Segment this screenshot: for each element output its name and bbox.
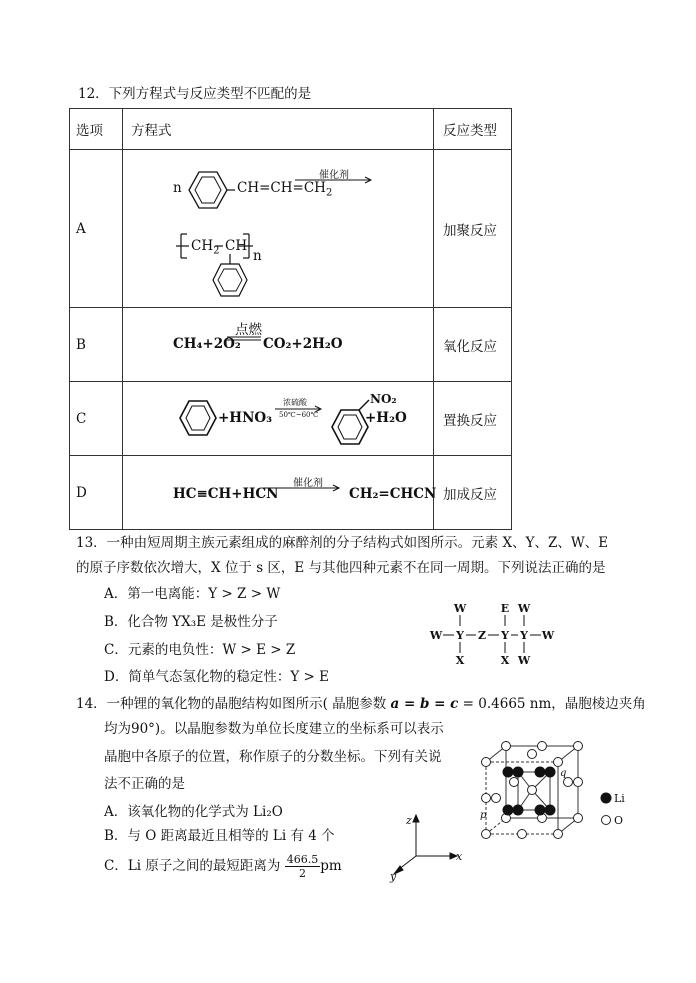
atom-bot-1: X <box>455 654 465 667</box>
atom-mid-2: Y <box>456 629 464 642</box>
q13-stem-1: 13．一种由短周期主族元素组成的麻醉剂的分子结构式如图所示。元素 X、Y、Z、W、E <box>76 535 609 551</box>
eq-c-no2: NO₂ <box>370 392 397 406</box>
equation-c <box>123 382 425 455</box>
molecule-structure <box>426 598 566 670</box>
q14-stem-1: 14．一种锂的氧化物的晶胞结构如图所示( 晶胞参数 a = b = c = 0.4665 nm，晶胞棱边夹角 <box>76 696 646 712</box>
row-c-type: 置换反应 <box>434 382 512 456</box>
q12-title: 12．下列方程式与反应类型不匹配的是 <box>78 86 312 102</box>
atom-top-3: W <box>517 602 531 615</box>
eq-c-water: +H₂O <box>365 410 407 426</box>
atom-mid-3: Z <box>477 629 487 642</box>
eq-a-n: n <box>173 180 182 196</box>
arrow-icon <box>263 484 343 492</box>
axis-z: z <box>406 814 412 827</box>
eq-a-ch2: $CH_2$ <box>191 238 220 257</box>
q14-option-b: B．与 O 距离最近且相等的 Li 有 4 个 <box>104 828 335 844</box>
eq-b-condition: 点燃 <box>235 322 262 338</box>
q13-option-c: C．元素的电负性：W > E > Z <box>104 642 296 658</box>
eq-a-vinyl: $CH=CH=CH_2$ <box>237 180 333 199</box>
q14-stem-3: 晶胞中各原子的位置，称作原子的分数坐标。下列有关说 <box>104 749 442 765</box>
q13-stem-2: 的原子序数依次增大，X 位于 s 区，E 与其他四种元素不在同一周期。下列说法正确的是 <box>76 560 606 576</box>
q13-option-b: B．化合物 YX₃E 是极性分子 <box>104 614 278 630</box>
benzene-icon <box>177 398 219 438</box>
row-a-label: A <box>70 150 123 308</box>
q14-option-a: A．该氧化物的化学式为 Li₂O <box>104 804 283 820</box>
eq-d-catalyst: 催化剂 <box>293 478 323 489</box>
eq-a-catalyst: 催化剂 <box>319 170 349 181</box>
arrow-icon <box>295 176 375 184</box>
reaction-table <box>69 108 512 530</box>
q13-option-d: D．简单气态氢化物的稳定性：Y > E <box>104 669 329 685</box>
axis-y: y <box>390 870 397 883</box>
row-c-label: C <box>70 382 123 456</box>
eq-b-right: CO₂+2H₂O <box>263 336 343 352</box>
table-row <box>70 150 512 308</box>
q14-stem-2: 均为90°)。以晶胞参数为单位长度建立的坐标系可以表示 <box>104 721 444 737</box>
q14-option-c: C．Li 原子之间的最短距离为 $\frac{466.5}{2}$ pm <box>104 853 342 880</box>
q13-option-a: A．第一电离能：Y > Z > W <box>104 586 281 602</box>
eq-c-cond2: 50℃~60℃ <box>279 411 319 419</box>
row-b-type: 氧化反应 <box>434 308 512 382</box>
q14-stem-4: 法不正确的是 <box>104 776 185 792</box>
equation-a <box>123 150 425 307</box>
label-p: p <box>480 810 487 821</box>
legend-li: Li <box>614 792 625 805</box>
row-d-label: D <box>70 456 123 530</box>
atom-bot-3: W <box>517 654 531 667</box>
label-q: q <box>560 768 567 779</box>
legend-o: O <box>614 814 624 827</box>
eq-c-reagent: +HNO₃ <box>218 410 273 426</box>
equals-icon <box>227 336 261 342</box>
equation-d <box>123 456 437 529</box>
header-equation: 方程式 <box>123 109 434 150</box>
table-row <box>70 382 512 456</box>
header-option: 选项 <box>70 109 123 150</box>
fraction-denominator: 2 <box>298 867 306 880</box>
fraction-numerator: 466.5 <box>286 853 319 866</box>
eq-a-ch: CH <box>225 238 248 254</box>
atom-top-1: W <box>453 602 467 615</box>
table-row <box>70 308 512 382</box>
table-row <box>70 456 512 530</box>
atom-mid-1: W <box>429 629 443 642</box>
benzene-icon <box>183 168 235 212</box>
atom-top-2: E <box>500 602 510 615</box>
axis-x: x <box>456 850 463 863</box>
eq-c-cond1: 浓硫酸 <box>283 398 307 407</box>
eq-d-left: HC≡CH+HCN <box>173 486 279 502</box>
crystal-cell-diagram <box>478 738 638 850</box>
atom-bot-2: X <box>500 654 510 667</box>
header-type: 反应类型 <box>434 109 512 150</box>
li-legend-icon <box>601 793 612 804</box>
eq-b-left: CH₄+2O₂ <box>173 336 241 352</box>
arrow-icon <box>275 405 325 413</box>
eq-d-right: CH₂=CHCN <box>349 486 437 502</box>
atom-mid-4: Y <box>501 629 509 642</box>
atom-mid-5: Y <box>520 629 528 642</box>
eq-a-n2: n <box>253 248 262 264</box>
o-legend-icon <box>602 816 611 825</box>
coordinate-axes <box>388 812 468 884</box>
row-a-type: 加聚反应 <box>434 150 512 308</box>
equation-b <box>123 308 425 381</box>
atom-mid-6: W <box>541 629 555 642</box>
row-b-label: B <box>70 308 123 382</box>
row-d-type: 加成反应 <box>434 456 512 530</box>
